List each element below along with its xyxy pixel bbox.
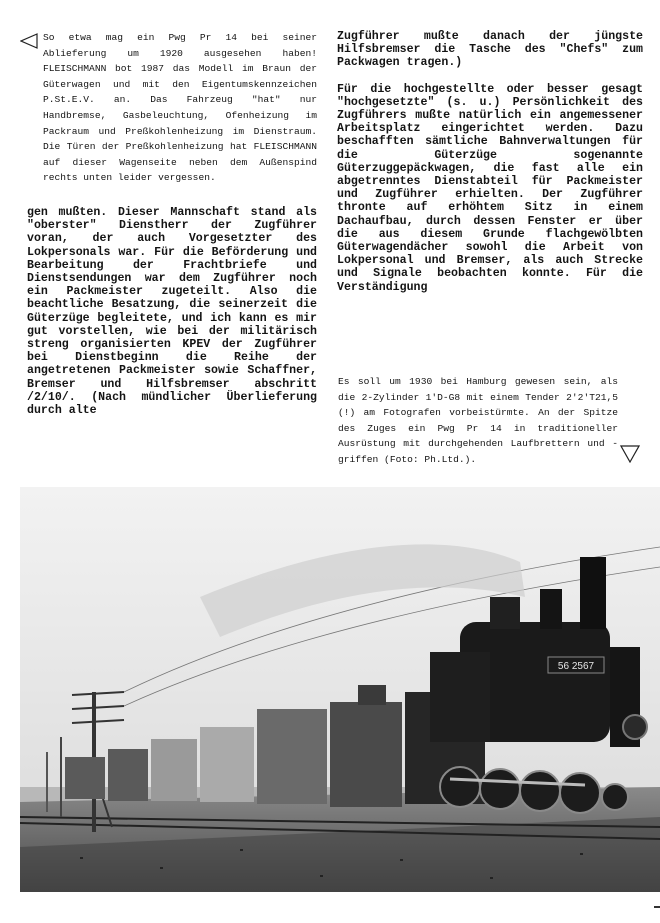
top-photo-caption <box>43 30 317 186</box>
photo-caption <box>338 374 618 468</box>
body-paragraph: gen mußten. Dieser Mannschaft stand als "oberster" Dienstherr der Zugführer voran, der auch Vorgesetzter des Lokpersonals war. Für die Beförderung und Bearbeitung der Frachtbriefe und Dienstsendungen war dem Zugführer noch ein Packmeister zugeteilt. Also die beachtliche Besatzung, die seinerzeit die Güterzüge begleitete, und ich kann es mir gut vorstellen, wie bei der militärisch streng organisierten KPEV der Zugführer bei Dienstbeginn die Reihe der angetretenen Packmeister sowie Schaffner, Bremser und Hilfsbremser abschritt /2/10/. (Nach mündlicher Überlieferung durch alte <box>27 206 317 418</box>
body-paragraph: Für die hochgestellte oder besser gesagt "hochgesetzte" (s. u.) Persönlichkeit des Zugführers mußte natürlich ein angemessener Arbeitsplatz eingerichtet werden. Dazu beschafften sämtliche Bahnverwaltungen für die Güterzüge sogenannte Güterzuggepäckwagen, die fast alle ein abgetrenntes Dienstabteil für Packmeister und Zugführer erhielten. Der Zugführer thronte auf erhöhtem Sitz in einem Dachaufbau, durch dessen Fenster er über die aus diesem Grunde flachgewölbten Güterwagendächer sowohl die Arbeit von Lokpersonal und Bremser, als auch Strecke und Signale beobachten konnte. Für die Verständigung <box>337 82 643 294</box>
caption-text: So etwa mag ein Pwg Pr 14 bei seiner Ablieferung um 1920 ausgesehen haben! FLEISCHMANN bot 1987 das Modell im Braun der Güterwagen und mit den Eigentumskennzeichen P.St.E.V. an. Das Fahrzeug "hat" nur Handbremse, Gasbeleuchtung, Ofenheizung im Packraum und Preßkohlenheizung im Dienstraum. Die Türen der Preßkohlenheizung hat FLEISCHMANN auf dieser Wagenseite neben dem Außenspind rechts unten leider vergessen. <box>43 32 317 184</box>
pointer-left-icon <box>20 33 38 49</box>
body-paragraph: Zugführer mußte danach der jüngste Hilfsbremser die Tasche des "Chefs" zum Packwagen tragen.) <box>337 30 643 70</box>
body-column-right <box>337 30 643 307</box>
caption-text: Es soll um 1930 bei Hamburg gewesen sein, als die 2-Zylinder 1'D-G8 mit einem Tender 2'2'T21,5 (!) am Fotografen vorbeistürmte. An der Spitze des Zuges ein Pwg Pr 14 in traditioneller Ausrüstung mit durchgehenden Laufbrettern und -griffen (Foto: Ph.Ltd.). <box>338 376 618 465</box>
loco-number-plate: 56 2567 <box>557 661 595 672</box>
steam-locomotive-photo <box>20 487 660 892</box>
page-edge-mark <box>654 906 660 908</box>
body-column-left <box>27 206 317 430</box>
pointer-down-icon <box>620 445 640 463</box>
